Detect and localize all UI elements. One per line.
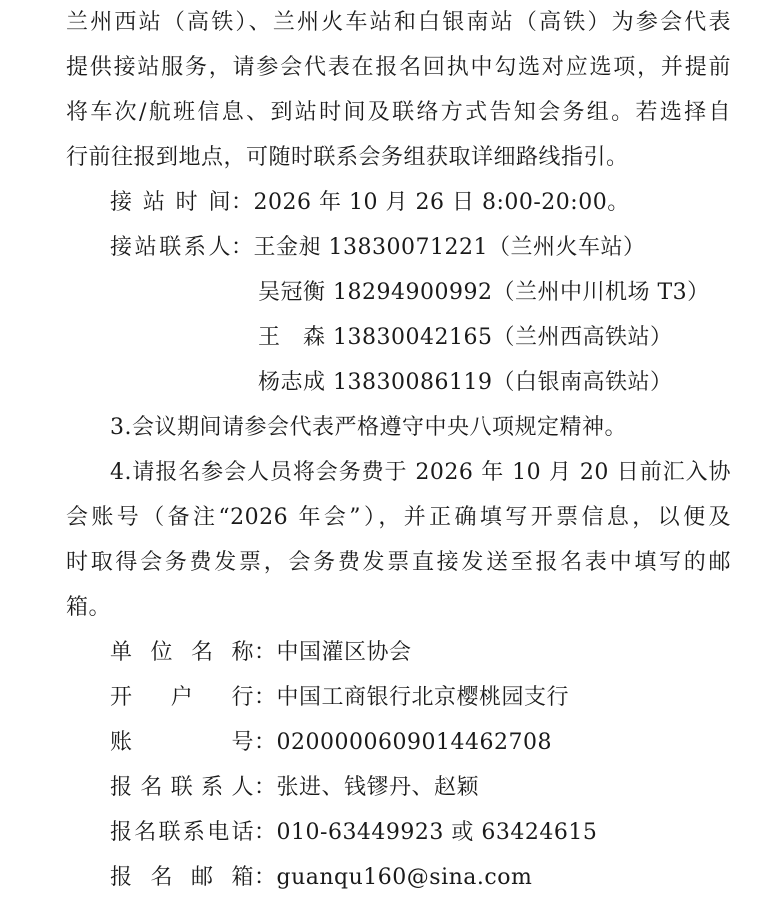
- pickup-paragraph-line-4: 行前往报到地点，可随时联系会务组获取详细路线指引。: [66, 145, 629, 170]
- registration-email-value[interactable]: guanqu160@sina.com: [276, 865, 533, 890]
- registration-phone-value: 010-63449923 或 63424615: [276, 820, 598, 845]
- registration-phone-row: [110, 818, 731, 848]
- item-3-text: 3.会议期间请参会代表严格遵守中央八项规定精神。: [110, 415, 627, 440]
- item-4-line-4: 箱。: [66, 595, 112, 620]
- registration-email-colon: ：: [254, 865, 277, 890]
- bank-colon: ：: [254, 685, 277, 710]
- account-value: 0200000609014462708: [276, 730, 552, 755]
- registration-phone-label: 报名联系电话: [110, 820, 254, 845]
- pickup-contact-item: 王 森 13830042165（兰州西高铁站）: [258, 325, 673, 350]
- bank-value: 中国工商银行北京樱桃园支行: [276, 685, 570, 710]
- registration-contact-row: [110, 773, 731, 803]
- pickup-time-colon: ：: [231, 190, 254, 215]
- unit-name-row: [110, 638, 731, 668]
- account-row: [110, 728, 731, 758]
- pickup-contacts-label: 接站联系人: [110, 235, 231, 260]
- account-colon: ：: [254, 730, 277, 755]
- registration-contact-colon: ：: [254, 775, 277, 800]
- pickup-paragraph-line-2: 提供接站服务，请参会代表在报名回执中勾选对应选项，并提前: [66, 55, 731, 80]
- account-label: 账号: [110, 730, 254, 755]
- unit-name-value: 中国灌区协会: [276, 640, 412, 665]
- pickup-time-row: [110, 188, 731, 218]
- pickup-paragraph-line-3: 将车次/航班信息、到站时间及联络方式告知会务组。若选择自: [66, 100, 731, 125]
- registration-contact-label: 报名联系人: [110, 775, 254, 800]
- pickup-time-label: 接站时间: [110, 190, 231, 215]
- item-4-line-2: 会账号（备注“2026 年会”），并正确填写开票信息，以便及: [66, 505, 731, 530]
- pickup-contact-item: 吴冠衡 18294900992（兰州中川机场 T3）: [258, 280, 710, 305]
- pickup-contact-row-1: [110, 233, 731, 263]
- bank-row: [110, 683, 731, 713]
- registration-phone-colon: ：: [254, 820, 277, 845]
- registration-email-label: 报名邮箱: [110, 865, 254, 890]
- registration-email-row: [110, 863, 731, 893]
- item-4-line-1: 4.请报名参会人员将会务费于 2026 年 10 月 20 日前汇入协: [110, 460, 731, 485]
- unit-name-colon: ：: [254, 640, 277, 665]
- pickup-contact-item: 杨志成 13830086119（白银南高铁站）: [258, 370, 673, 395]
- registration-contact-value: 张进、钱镠丹、赵颖: [276, 775, 480, 800]
- pickup-contacts-colon: ：: [231, 235, 254, 260]
- pickup-paragraph-line-1: 兰州西站（高铁）、兰州火车站和白银南站（高铁）为参会代表: [66, 10, 731, 35]
- bank-label: 开户行: [110, 685, 254, 710]
- item-4-line-3: 时取得会务费发票，会务费发票直接发送至报名表中填写的邮: [66, 550, 731, 575]
- pickup-time-value: 2026 年 10 月 26 日 8:00-20:00。: [253, 190, 630, 215]
- pickup-contact-item: 王金昶 13830071221（兰州火车站）: [253, 235, 646, 260]
- unit-name-label: 单位名称: [110, 640, 254, 665]
